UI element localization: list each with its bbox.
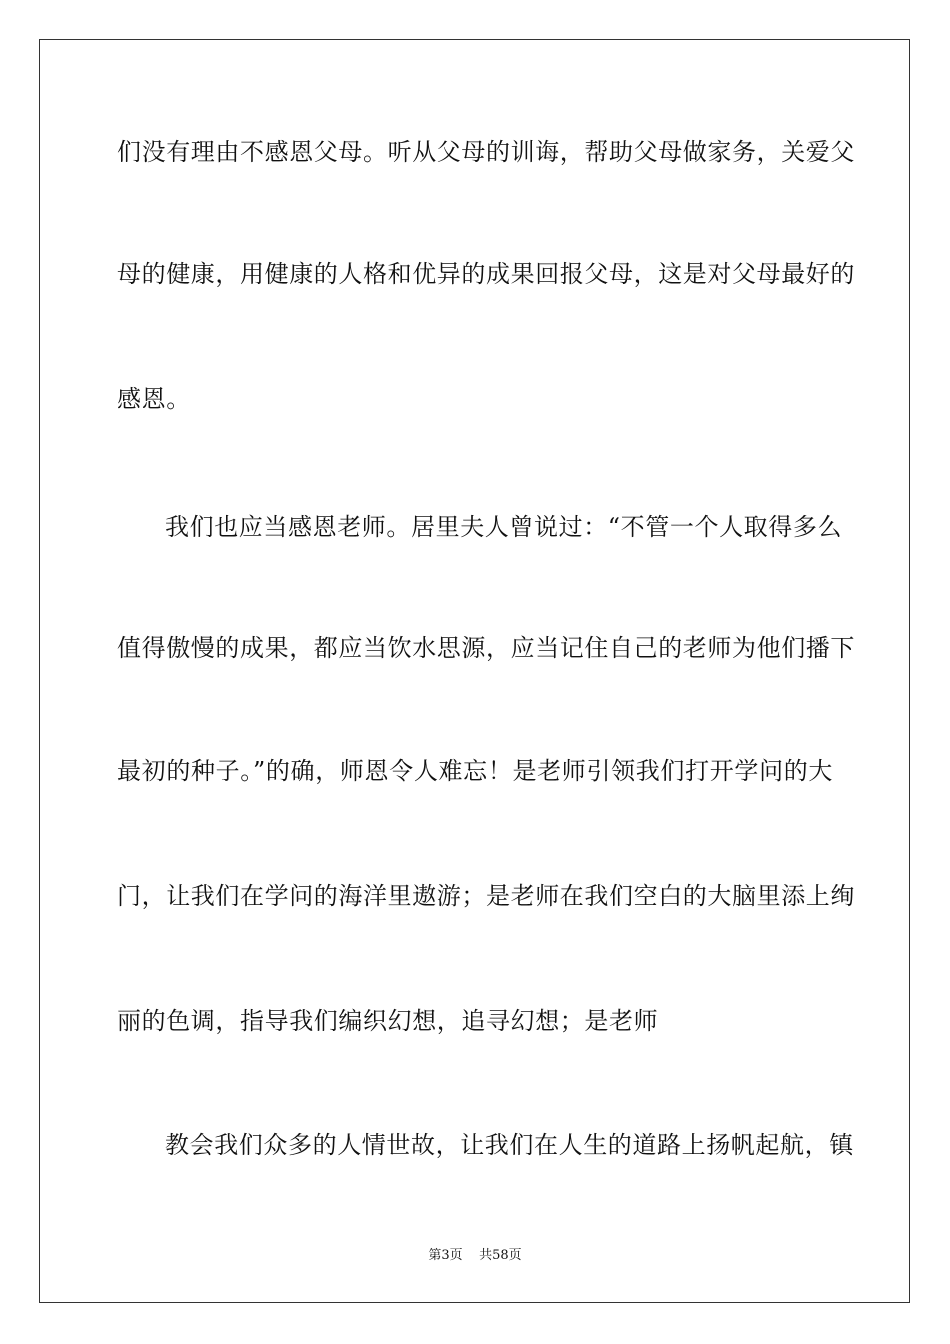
page-border bbox=[39, 39, 910, 1303]
text-line: 丽的色调，指导我们编织幻想，追寻幻想；是老师 bbox=[117, 1007, 659, 1035]
text-line: 感恩。 bbox=[117, 385, 191, 413]
text-line: 最初的种子。”的确，师恩令人难忘！是老师引领我们打开学问的大 bbox=[117, 757, 833, 785]
text-line: 们没有理由不感恩父母。听从父母的训诲，帮助父母做家务，关爱父 bbox=[117, 138, 855, 166]
text-line: 母的健康，用健康的人格和优异的成果回报父母，这是对父母最好的 bbox=[117, 260, 855, 288]
text-line: 值得傲慢的成果，都应当饮水思源，应当记住自己的老师为他们播下 bbox=[117, 634, 855, 662]
page-number: 第3页 bbox=[428, 1248, 463, 1263]
page-footer bbox=[0, 1247, 950, 1265]
paragraph-start-line: 我们也应当感恩老师。居里夫人曾说过：“不管一个人取得多么 bbox=[165, 513, 843, 541]
paragraph-start-line: 教会我们众多的人情世故，让我们在人生的道路上扬帆起航，镇 bbox=[165, 1131, 854, 1159]
page-total: 共58页 bbox=[479, 1248, 522, 1263]
text-line: 门，让我们在学问的海洋里遨游；是老师在我们空白的大脑里添上绚 bbox=[117, 882, 855, 910]
